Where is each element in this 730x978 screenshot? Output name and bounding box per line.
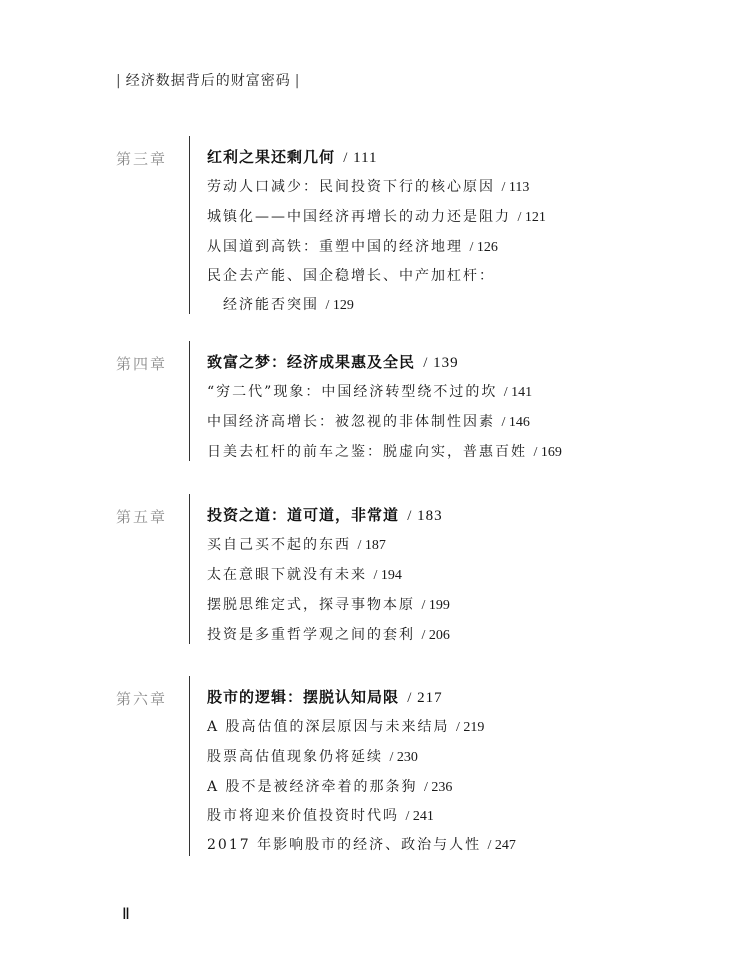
toc-entry[interactable] bbox=[207, 746, 418, 766]
toc-entry[interactable] bbox=[207, 441, 562, 461]
chapter-3-title-page: / 111 bbox=[343, 150, 378, 166]
toc-entry[interactable] bbox=[207, 594, 450, 614]
toc-entry-page: / 199 bbox=[421, 598, 450, 613]
chapter-3-title[interactable] bbox=[207, 146, 378, 167]
toc-entry[interactable] bbox=[207, 624, 450, 644]
toc-entry-page: / 247 bbox=[487, 838, 516, 853]
toc-entry-page: / 129 bbox=[325, 298, 354, 313]
toc-entry-page: / 230 bbox=[389, 750, 418, 765]
toc-entry[interactable] bbox=[207, 206, 546, 226]
toc-entry[interactable] bbox=[207, 716, 484, 736]
toc-entry[interactable] bbox=[207, 236, 498, 256]
chapter-5-title[interactable] bbox=[207, 504, 443, 525]
page-folio: Ⅱ bbox=[122, 906, 130, 923]
header-bar-left: | bbox=[116, 73, 122, 89]
toc-entry-page: / 146 bbox=[501, 415, 530, 430]
book-title: 经济数据背后的财富密码 bbox=[125, 73, 291, 89]
running-header bbox=[112, 70, 304, 90]
toc-entry-text: 2017 年影响股市的经济、政治与人性 bbox=[207, 837, 482, 853]
toc-entry[interactable] bbox=[207, 805, 434, 825]
toc-entry-text: 经济能否突围 bbox=[223, 297, 319, 313]
toc-entry-page: / 219 bbox=[456, 720, 485, 735]
toc-entry-page: / 126 bbox=[469, 240, 498, 255]
chapter-6-rule bbox=[189, 676, 190, 856]
toc-entry-text: 股票高估值现象仍将延续 bbox=[207, 749, 383, 765]
toc-entry-text: 投资是多重哲学观之间的套利 bbox=[207, 627, 415, 643]
toc-entry-text: 从国道到高铁：重塑中国的经济地理 bbox=[207, 239, 463, 255]
toc-entry-page: / 113 bbox=[501, 180, 530, 195]
toc-entry-text: A 股不是被经济牵着的那条狗 bbox=[207, 779, 418, 795]
toc-entry-text: 城镇化——中国经济再增长的动力还是阻力 bbox=[207, 209, 511, 225]
toc-entry-page: / 241 bbox=[405, 809, 434, 824]
toc-entry[interactable] bbox=[207, 176, 529, 196]
toc-entry[interactable] bbox=[207, 381, 532, 401]
toc-entry-page: / 141 bbox=[503, 385, 533, 400]
chapter-6-label: 第六章 bbox=[116, 690, 168, 708]
toc-entry-text: 摆脱思维定式，探寻事物本原 bbox=[207, 597, 415, 613]
toc-entry-text: 太在意眼下就没有未来 bbox=[207, 567, 367, 583]
toc-entry-text: 日美去杠杆的前车之鉴：脱虚向实，普惠百姓 bbox=[207, 444, 527, 460]
chapter-4-title-page: / 139 bbox=[423, 355, 459, 371]
toc-entry[interactable] bbox=[207, 534, 386, 554]
chapter-3-title-text: 红利之果还剩几何 bbox=[207, 148, 336, 166]
chapter-5-title-page: / 183 bbox=[407, 508, 443, 524]
toc-entry[interactable] bbox=[207, 411, 530, 431]
toc-entry-page: / 206 bbox=[421, 628, 450, 643]
toc-entry-text: 民企去产能、国企稳增长、中产加杠杆： bbox=[207, 268, 495, 284]
chapter-5-rule bbox=[189, 494, 190, 644]
chapter-4-rule bbox=[189, 341, 190, 461]
toc-entry-text: 中国经济高增长：被忽视的非体制性因素 bbox=[207, 414, 495, 430]
chapter-5-title-text: 投资之道：道可道，非常道 bbox=[207, 506, 400, 524]
toc-entry-text: A 股高估值的深层原因与未来结局 bbox=[207, 719, 450, 735]
chapter-6-title[interactable] bbox=[207, 686, 443, 707]
chapter-4-label: 第四章 bbox=[116, 355, 168, 373]
toc-entry-page: / 194 bbox=[373, 568, 402, 583]
chapter-6-title-page: / 217 bbox=[407, 690, 443, 706]
toc-entry-text: 买自己买不起的东西 bbox=[207, 537, 351, 553]
toc-entry[interactable] bbox=[207, 776, 452, 796]
header-bar-right: | bbox=[294, 73, 301, 89]
chapter-3-label: 第三章 bbox=[116, 150, 168, 168]
chapter-4-title-text: 致富之梦：经济成果惠及全民 bbox=[207, 353, 416, 371]
toc-entry-page: / 187 bbox=[357, 538, 386, 553]
toc-entry-text: 劳动人口减少：民间投资下行的核心原因 bbox=[207, 179, 495, 195]
toc-entry-text: 股市将迎来价值投资时代吗 bbox=[207, 808, 399, 824]
toc-entry-page: / 169 bbox=[533, 445, 562, 460]
chapter-3-rule bbox=[189, 136, 190, 314]
toc-entry[interactable] bbox=[207, 265, 495, 285]
toc-entry-text: “穷二代”现象：中国经济转型绕不过的坎 bbox=[207, 384, 498, 400]
chapter-4-title[interactable] bbox=[207, 351, 459, 372]
chapter-6-title-text: 股市的逻辑：摆脱认知局限 bbox=[207, 688, 400, 706]
chapter-5-label: 第五章 bbox=[116, 508, 168, 526]
toc-entry[interactable] bbox=[207, 834, 516, 854]
toc-entry-continuation[interactable] bbox=[223, 294, 354, 314]
toc-entry-page: / 121 bbox=[517, 210, 546, 225]
toc-entry-page: / 236 bbox=[424, 780, 453, 795]
toc-entry[interactable] bbox=[207, 564, 402, 584]
